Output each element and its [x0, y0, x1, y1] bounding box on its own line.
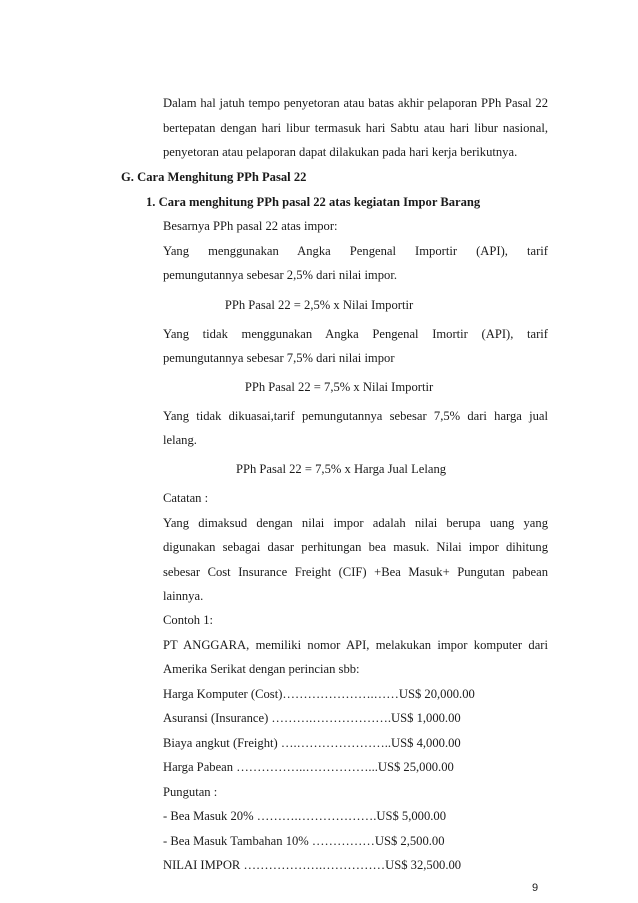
- note-text: Yang dimaksud dengan nilai impor adalah nilai berupa uang yang: [163, 516, 548, 530]
- note-label: Catatan :: [163, 491, 209, 505]
- paragraph-text: Yang tidak menggunakan Angka Pengenal Imortir (API), tarif: [163, 327, 548, 341]
- paragraph-text: lelang.: [163, 433, 197, 447]
- calc-row-bea-masuk: - Bea Masuk 20% ……….……………….US$ 5,000.00: [163, 809, 446, 823]
- paragraph-text: Besarnya PPh pasal 22 atas impor:: [163, 219, 338, 233]
- calc-row-harga-pabean: Harga Pabean ……………..……………...US$ 25,000.00: [163, 760, 454, 774]
- intro-line-1: Dalam hal jatuh tempo penyetoran atau batas akhir pelaporan PPh Pasal 22: [163, 96, 548, 110]
- paragraph-text: pemungutannya sebesar 2,5% dari nilai impor.: [163, 268, 397, 282]
- section-heading: G. Cara Menghitung PPh Pasal 22: [121, 170, 307, 184]
- note-text: digunakan sebagai dasar perhitungan bea masuk. Nilai impor dihitung: [163, 540, 548, 554]
- example-text: Amerika Serikat dengan perincian sbb:: [163, 662, 360, 676]
- page-number: 9: [532, 882, 539, 894]
- intro-line-3: penyetoran atau pelaporan dapat dilakukan pada hari kerja berikutnya.: [163, 145, 518, 159]
- calc-row-cost: Harga Komputer (Cost)………………….……US$ 20,000.00: [163, 687, 475, 701]
- example-text: PT ANGGARA, memiliki nomor API, melakukan impor komputer dari: [163, 638, 548, 652]
- intro-line-2: bertepatan dengan hari libur termasuk hari Sabtu atau hari libur nasional,: [163, 121, 548, 135]
- formula-api: PPh Pasal 22 = 2,5% x Nilai Importir: [224, 298, 414, 312]
- example-label: Contoh 1:: [163, 613, 214, 627]
- calc-row-insurance: Asuransi (Insurance) ……….……………….US$ 1,000.00: [163, 711, 461, 725]
- calc-row-nilai-impor: NILAI IMPOR ……………….……………US$ 32,500.00: [163, 858, 462, 872]
- calc-row-pungutan-label: Pungutan :: [163, 785, 218, 799]
- calc-row-freight: Biaya angkut (Freight) ….…………………..US$ 4,000.00: [163, 736, 461, 750]
- paragraph-text: Yang menggunakan Angka Pengenal Importir (API), tarif: [163, 244, 548, 258]
- note-text: sebesar Cost Insurance Freight (CIF) +Bea Masuk+ Pungutan pabean: [163, 565, 548, 579]
- note-text: lainnya.: [163, 589, 204, 603]
- paragraph-text: Yang tidak dikuasai,tarif pemungutannya sebesar 7,5% dari harga jual: [163, 409, 548, 423]
- calc-row-bea-masuk-tambahan: - Bea Masuk Tambahan 10% ……………US$ 2,500.00: [163, 834, 445, 848]
- formula-lelang: PPh Pasal 22 = 7,5% x Harga Jual Lelang: [235, 462, 447, 476]
- subsection-heading: 1. Cara menghitung PPh pasal 22 atas kegiatan Impor Barang: [146, 195, 481, 209]
- paragraph-text: pemungutannya sebesar 7,5% dari nilai impor: [163, 351, 395, 365]
- formula-non-api: PPh Pasal 22 = 7,5% x Nilai Importir: [244, 380, 434, 394]
